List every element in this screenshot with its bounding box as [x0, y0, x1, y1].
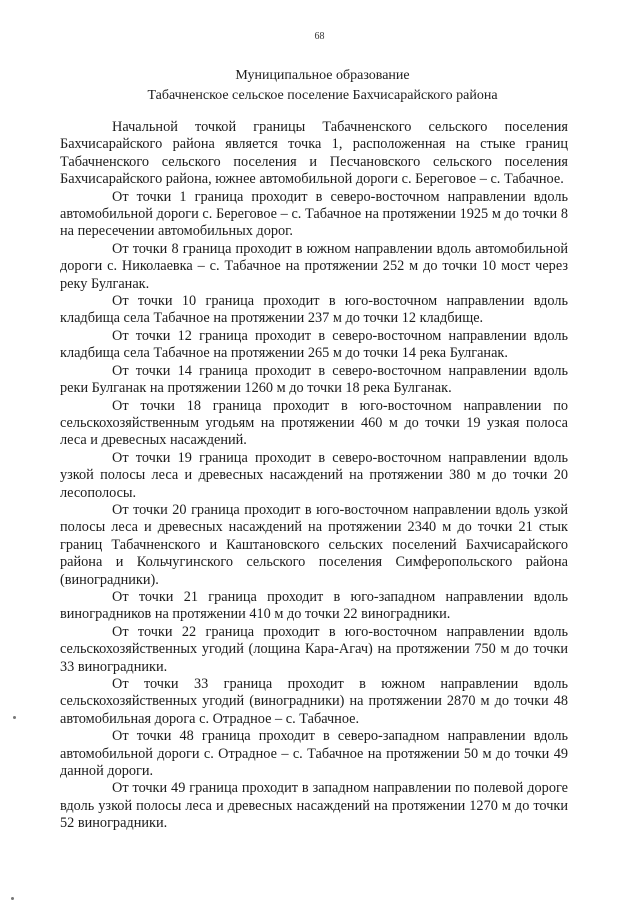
paragraph: От точки 22 граница проходит в юго-восточном направлении вдоль сельскохозяйственных угодий (лощина Кара-Агач) на протяжении 750 м до точки 33 виноградники. [60, 623, 568, 675]
paragraph: От точки 19 граница проходит в северо-восточном направлении вдоль узкой полосы леса и древесных насаждений на протяжении 380 м до точки 20 лесополосы. [60, 449, 568, 501]
document-heading [60, 66, 585, 106]
paragraph: От точки 21 граница проходит в юго-западном направлении вдоль виноградников на протяжении 410 м до точки 22 виноградники. [60, 588, 568, 623]
paragraph: От точки 20 граница проходит в юго-восточном направлении вдоль узкой полосы леса и древесных насаждений на протяжении 2340 м до точки 21 стык границ Табачненского и Каштановского сельских поселений Бахчисарайского района и Кольчугинского сельского поселения Симферопольского района (виноградники). [60, 501, 568, 588]
paragraph: От точки 48 граница проходит в северо-западном направлении вдоль автомобильной дороги с. Отрадное – с. Табачное на протяжении 50 м до точки 49 данной дороги. [60, 728, 568, 780]
paragraph: От точки 49 граница проходит в западном направлении по полевой дороге вдоль узкой полосы леса и древесных насаждений на протяжении 1270 м до точки 52 виноградники. [60, 780, 568, 832]
scan-speck [13, 716, 16, 719]
heading-line-2: Табачненское сельское поселение Бахчисарайского района [147, 88, 498, 103]
paragraph: От точки 33 граница проходит в южном направлении вдоль сельскохозяйственных угодий (виноградники) на протяжении 2870 м до точки 48 автомобильная дорога с. Отрадное – с. Табачное. [60, 676, 568, 727]
paragraph: От точки 8 граница проходит в южном направлении вдоль автомобильной дороги с. Николаевка – с. Табачное на протяжении 252 м до точки 10 мост через реку Булганак. [60, 240, 568, 292]
paragraph: От точки 1 граница проходит в северо-восточном направлении вдоль автомобильной дороги с. Береговое – с. Табачное на протяжении 1925 м до точки 8 на пересечении автомобильных дорог. [60, 188, 568, 240]
paragraph: От точки 10 граница проходит в юго-восточном направлении вдоль кладбища села Табачное на протяжении 237 м до точки 12 кладбище. [60, 293, 568, 327]
paragraph: От точки 12 граница проходит в северо-восточном направлении вдоль кладбища села Табачное на протяжении 265 м до точки 14 река Булганак. [60, 327, 568, 362]
paragraph: Начальной точкой границы Табачненского сельского поселения Бахчисарайского района является точка 1, расположенная на стыке границ Табачненского сельского поселения и Песчановского сельского поселения Бахчисарайского района, южнее автомобильной дороги с. Береговое – с. Табачное. [60, 119, 568, 188]
paragraph: От точки 14 граница проходит в северо-восточном направлении вдоль реки Булганак на протяжении 1260 м до точки 18 река Булганак. [60, 362, 568, 397]
scan-speck [11, 897, 14, 900]
paragraph: От точки 18 граница проходит в юго-восточном направлении по сельскохозяйственным угодьям на протяжении 460 м до точки 19 узкая полоса леса и древесных насаждений. [60, 397, 568, 449]
page-number: 68 [314, 31, 325, 42]
heading-line-1: Муниципальное образование [235, 68, 410, 83]
document-body [60, 119, 568, 833]
